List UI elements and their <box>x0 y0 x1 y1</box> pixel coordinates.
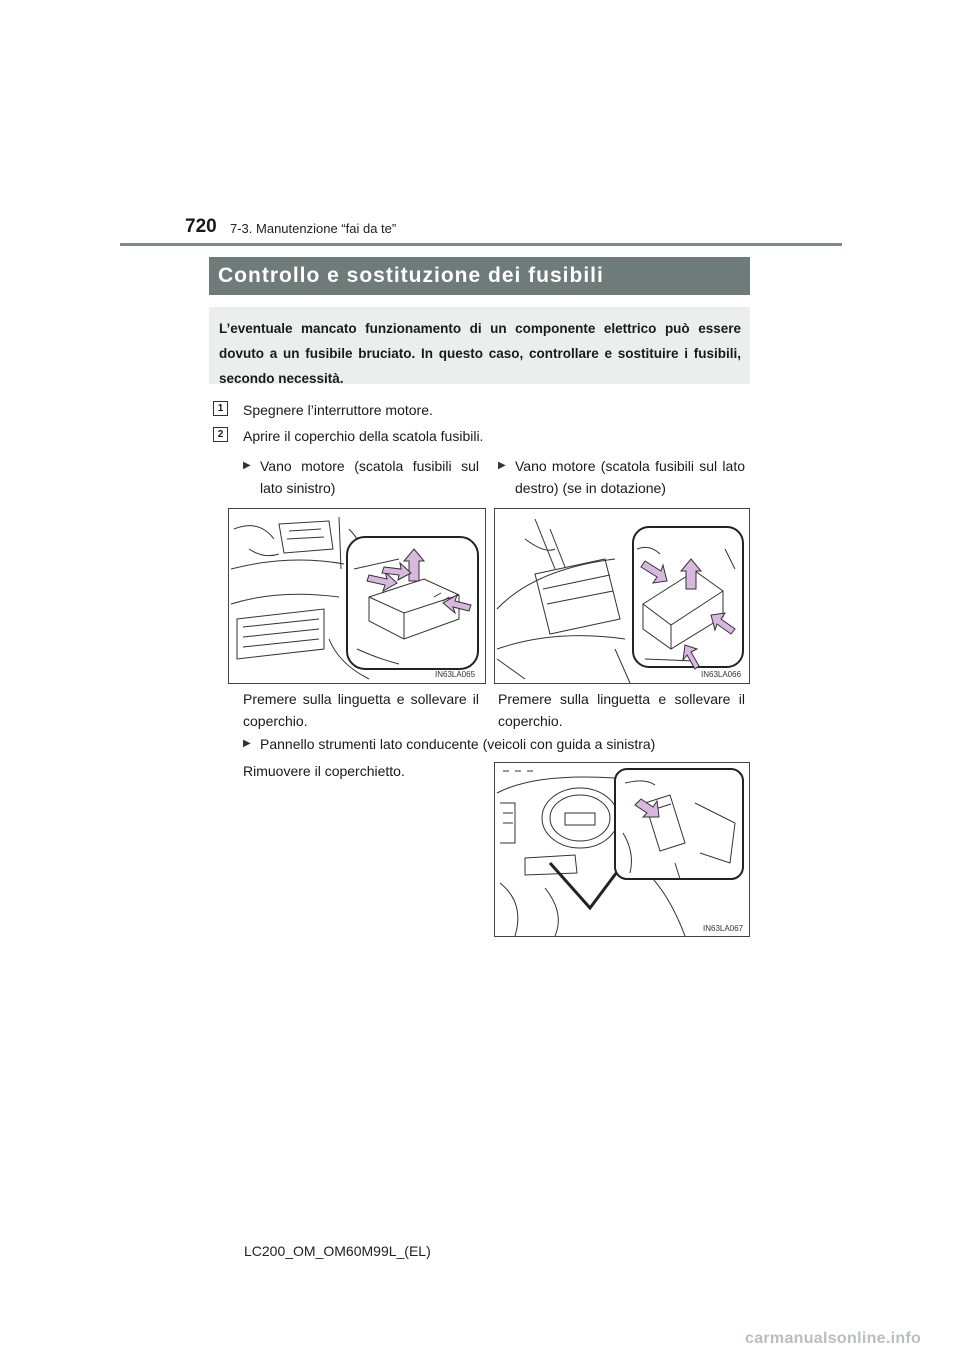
figure-left-engine-bay <box>228 508 486 684</box>
figure-left-caption: Premere sulla linguetta e sollevare il coperchio. <box>243 691 479 729</box>
bullet-arrow-icon: ▶ <box>243 460 251 471</box>
location-right-heading <box>498 455 745 499</box>
bullet-arrow-icon: ▶ <box>243 738 251 749</box>
location-left-heading <box>243 455 479 499</box>
header-divider <box>120 243 842 246</box>
figure-dashboard-code: IN63LA067 <box>703 924 744 933</box>
watermark: carmanualsonline.info <box>745 1330 922 1347</box>
figure-left-code: IN63LA065 <box>435 670 476 679</box>
intro-text: L’eventuale mancato funzionamento di un componente elettrico può essere dovuto a un fusibile bruciato. In questo caso, controllare e sostituire i fusibili, secondo necessità. <box>219 321 741 386</box>
engine-bay-right-illustration <box>495 509 749 683</box>
step-number-2: 2 <box>213 427 228 442</box>
page-title-bar <box>209 257 750 295</box>
figure-dashboard-caption: Rimuovere il coperchietto. <box>243 763 405 779</box>
step-text-1: Spegnere l’interruttore motore. <box>243 402 433 418</box>
step-number-1: 1 <box>213 401 228 416</box>
dashboard-illustration <box>495 763 749 936</box>
location-dashboard-heading <box>243 733 743 755</box>
figure-right-code: IN63LA066 <box>701 670 742 679</box>
step-text-2: Aprire il coperchio della scatola fusibili. <box>243 428 484 444</box>
intro-box <box>209 307 750 384</box>
location-right-heading-text: Vano motore (scatola fusibili sul lato destro) (se in dotazione) <box>515 458 745 496</box>
engine-bay-left-illustration <box>229 509 485 683</box>
figure-right-caption: Premere sulla linguetta e sollevare il coperchio. <box>498 691 745 729</box>
location-dashboard-heading-text: Pannello strumenti lato conducente (veicoli con guida a sinistra) <box>260 736 656 752</box>
page-number: 720 <box>185 216 217 237</box>
footer-manual-code: LC200_OM_OM60M99L_(EL) <box>244 1243 431 1259</box>
section-title: 7-3. Manutenzione “fai da te” <box>230 221 397 236</box>
location-left-heading-text: Vano motore (scatola fusibili sul lato sinistro) <box>260 458 479 496</box>
bullet-arrow-icon: ▶ <box>498 460 506 471</box>
figure-right-engine-bay <box>494 508 750 684</box>
page-title: Controllo e sostituzione dei fusibili <box>218 264 604 287</box>
figure-dashboard <box>494 762 750 937</box>
